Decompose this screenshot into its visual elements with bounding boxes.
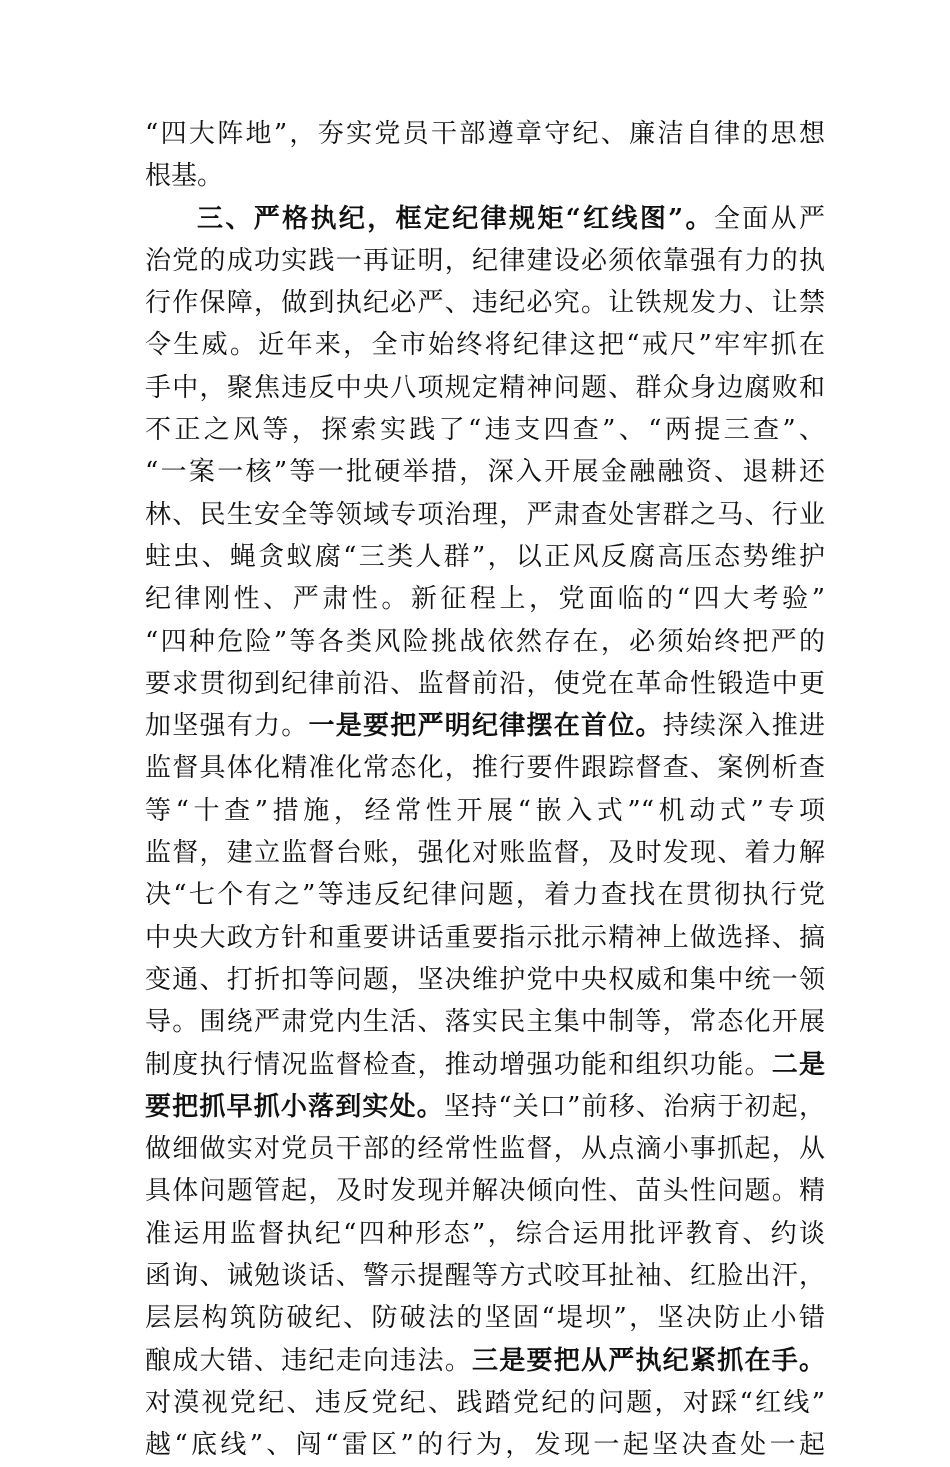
text-segment: 蛀虫、蝇贪蚁腐“三类人群”，以正风反腐高压态势维护: [145, 541, 825, 572]
text-line: [145, 621, 825, 663]
text-segment: 具体问题管起，及时发现并解决倾向性、苗头性问题。精: [145, 1176, 825, 1207]
text-segment: “一案一核”等一批硬举措，深入开展金融融资、退耕还: [145, 457, 825, 488]
text-line: [145, 324, 825, 366]
text-segment: 函询、诫勉谈话、警示提醒等方式咬耳扯袖、红脸出汗，: [145, 1261, 825, 1292]
text-line: [145, 451, 825, 493]
text-segment: 准运用监督执纪“四种形态”，综合运用批评教育、约谈: [145, 1218, 825, 1249]
text-line: [145, 494, 825, 536]
text-segment: “四大阵地”，夯实党员干部遵章守纪、廉洁自律的思想: [145, 119, 825, 149]
text-line: [145, 1170, 825, 1212]
text-line: [145, 1128, 825, 1170]
text-line: [145, 663, 825, 705]
text-segment: 越“底线”、闯“雷区”的行为，发现一起坚决查处一起: [145, 1430, 825, 1461]
text-line: [145, 832, 825, 874]
bold-text-segment: 二是: [771, 1049, 825, 1080]
text-segment: 做细做实对党员干部的经常性监督，从点滴小事抓起，从: [145, 1134, 825, 1165]
text-line: [145, 1086, 825, 1128]
text-segment: 坚持“关口”前移、治病于初起，: [443, 1091, 825, 1122]
text-line: [145, 705, 825, 747]
text-line: [145, 959, 825, 1001]
text-line: [145, 367, 825, 409]
text-segment: 不正之风等，探索实践了“违支四查”、“两提三查”、: [145, 415, 825, 446]
text-line: [145, 1255, 825, 1297]
text-segment: 导。围绕严肃党内生活、落实民主集中制等，常态化开展: [145, 1007, 825, 1038]
text-segment: 要求贯彻到纪律前沿、监督前沿，使党在革命性锻造中更: [145, 668, 825, 699]
text-line: [145, 282, 825, 324]
text-line: [145, 198, 825, 240]
text-segment: 层层构筑防破纪、防破法的坚固“堤坝”，坚决防止小错: [145, 1303, 825, 1334]
text-line: [145, 1382, 825, 1424]
text-line: [145, 1044, 825, 1086]
text-line: [145, 1297, 825, 1339]
text-line: [145, 536, 825, 578]
text-line: [145, 874, 825, 916]
text-line: [145, 409, 825, 451]
text-segment: 制度执行情况监督检查，推动增强功能和组织功能。: [145, 1049, 772, 1080]
text-segment: 持续深入推进: [662, 711, 825, 742]
bold-text-segment: 三是要把从严执纪紧抓在手。: [472, 1345, 825, 1376]
text-segment: 监督具体化精准化常态化，推行要件跟踪督查、案例析查: [145, 753, 825, 784]
text-segment: 等“十查”措施，经常性开展“嵌入式”“机动式”专项: [145, 795, 825, 826]
text-line: [145, 917, 825, 959]
text-segment: 治党的成功实践一再证明，纪律建设必须依靠强有力的执: [145, 245, 825, 276]
body-text: [145, 113, 825, 1467]
text-line: [145, 790, 825, 832]
text-segment: 酿成大错、违纪走向违法。: [145, 1345, 472, 1376]
text-segment: “四种危险”等各类风险挑战依然存在，必须始终把严的: [145, 626, 825, 657]
bold-text-segment: 一是要把严明纪律摆在首位。: [308, 711, 663, 742]
text-segment: 变通、打折扣等问题，坚决维护党中央权威和集中统一领: [145, 964, 825, 995]
text-line: [145, 113, 825, 155]
text-segment: 中央大政方针和重要讲话重要指示批示精神上做选择、搞: [145, 922, 825, 953]
text-segment: 对漠视党纪、违反党纪、践踏党纪的问题，对踩“红线”: [145, 1387, 825, 1418]
bold-text-segment: 三、严格执纪，框定纪律规矩“红线图”。: [197, 203, 714, 234]
text-segment: 加坚强有力。: [145, 711, 309, 742]
text-line: [145, 578, 825, 620]
text-line: [145, 240, 825, 282]
text-segment: 全面从严: [713, 203, 825, 234]
text-segment: 手中，聚焦违反中央八项规定精神问题、群众身边腐败和: [145, 372, 825, 403]
text-segment: 监督，建立监督台账，强化对账监督，及时发现、着力解: [145, 838, 825, 869]
text-segment: 纪律刚性、严肃性。新征程上，党面临的“四大考验”: [145, 584, 825, 615]
text-segment: 行作保障，做到执纪必严、违纪必究。让铁规发力、让禁: [145, 288, 825, 319]
text-segment: 林、民生安全等领域专项治理，严肃查处害群之马、行业: [145, 499, 825, 530]
text-line: [145, 747, 825, 789]
text-line: [145, 1340, 825, 1382]
text-segment: 根基。: [145, 161, 224, 192]
bold-text-segment: 要把抓早抓小落到实处。: [145, 1091, 444, 1122]
text-segment: 决“七个有之”等违反纪律问题，着力查找在贯彻执行党: [145, 880, 825, 911]
text-segment: 令生威。近年来，全市始终将纪律这把“戒尺”牢牢抓在: [145, 330, 825, 361]
text-line: [145, 155, 825, 197]
text-line: [145, 1424, 825, 1466]
text-line: [145, 1213, 825, 1255]
text-line: [145, 1001, 825, 1043]
